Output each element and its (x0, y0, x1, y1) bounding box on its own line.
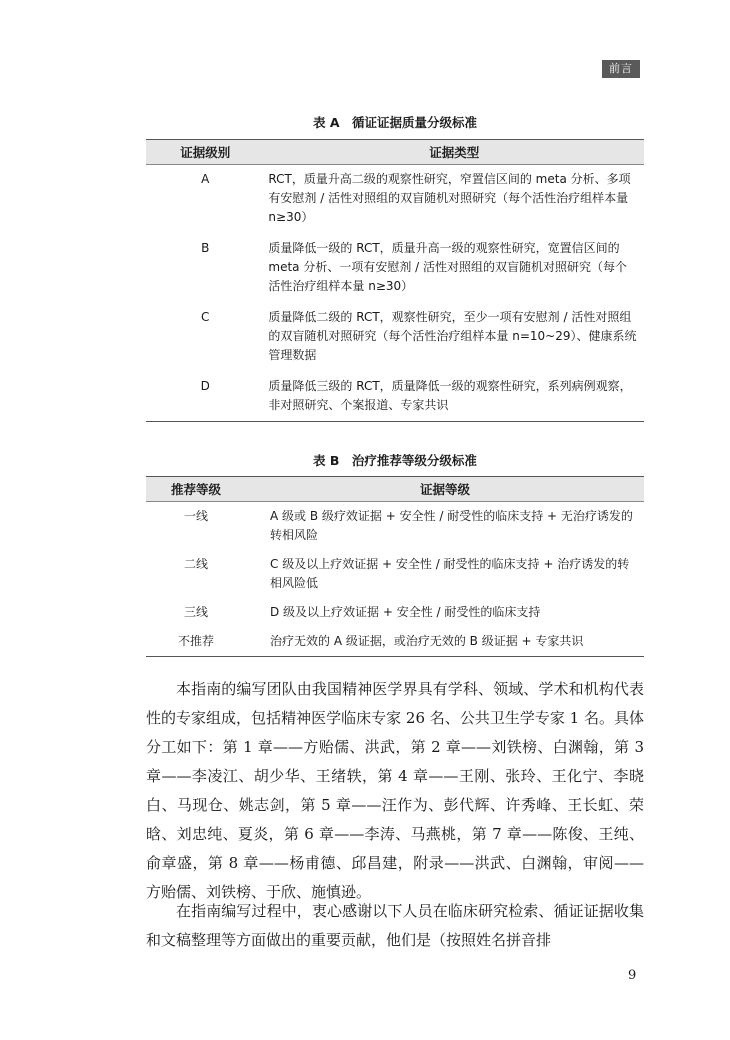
column-header: 推荐等级 (146, 477, 246, 502)
table-row (146, 302, 644, 371)
page-number: 9 (628, 968, 637, 983)
evidence-grade: D 级及以上疗效证据 + 安全性 / 耐受性的临床支持 (270, 605, 541, 619)
evidence-grade: 治疗无效的 A 级证据，或治疗无效的 B 级证据 + 专家共识 (270, 634, 584, 648)
body-paragraph (146, 897, 644, 955)
column-header: 证据等级 (246, 477, 644, 502)
table-b-caption: 表 B 治疗推荐等级分级标准 (313, 453, 477, 468)
recommendation-grade: 不推荐 (177, 634, 214, 648)
evidence-level: A (201, 172, 210, 186)
table-row (146, 502, 644, 551)
evidence-level: B (201, 241, 210, 255)
column-header: 证据类型 (264, 140, 644, 165)
section-tag: 前言 (602, 60, 640, 78)
evidence-quality-table (146, 139, 644, 422)
recommendation-grade: 一线 (183, 509, 208, 523)
column-header: 证据级别 (146, 140, 264, 165)
table-header-row (146, 477, 644, 502)
table-row (146, 598, 644, 627)
table-a-caption: 表 A 循证证据质量分级标准 (312, 115, 478, 130)
recommendation-grade: 二线 (183, 557, 208, 571)
evidence-type: 质量降低二级的 RCT，观察性研究，至少一项有安慰剂 / 活性对照组的双盲随机对照研究（每个活性治疗组样本量 n=10~29）、健康系统管理数据 (268, 310, 637, 362)
table-row (146, 165, 644, 234)
evidence-grade: C 级及以上疗效证据 + 安全性 / 耐受性的临床支持 + 治疗诱发的转相风险低 (270, 557, 630, 590)
evidence-type: 质量降低三级的 RCT，质量降低一级的观察性研究，系列病例观察，非对照研究、个案报道、专家共识 (268, 379, 632, 412)
evidence-type: RCT，质量升高二级的观察性研究，窄置信区间的 meta 分析、多项有安慰剂 / 活性对照组的双盲随机对照研究（每个活性治疗组样本量 n≥30） (268, 172, 631, 224)
recommendation-grade-table (146, 476, 644, 657)
evidence-type: 质量降低一级的 RCT，质量升高一级的观察性研究，宽置信区间的 meta 分析、一项有安慰剂 / 活性对照组的双盲随机对照研究（每个活性治疗组样本量 n≥30） (268, 241, 628, 293)
evidence-level: D (200, 379, 210, 393)
paragraph-acknowledgements: 在指南编写过程中，衷心感谢以下人员在临床研究检索、循证证据收集和文稿整理等方面做出的重要贡献，他们是（按照姓名拼音排 (146, 902, 644, 949)
table-row (146, 233, 644, 302)
evidence-grade: A 级或 B 级疗效证据 + 安全性 / 耐受性的临床支持 + 无治疗诱发的转相风险 (270, 509, 633, 542)
evidence-level: C (201, 310, 210, 324)
body-paragraph (146, 675, 644, 907)
paragraph-authors: 本指南的编写团队由我国精神医学界具有学科、领域、学术和机构代表性的专家组成，包括精神医学临床专家 26 名、公共卫生学专家 1 名。具体分工如下：第 1 章——方贻儒、洪武，第 2 章——刘铁榜、白渊翰，第 3 章——李凌江、胡少华、王绪轶，第 4 章——王刚、张玲、王化宁、李晓白、马现仓、姚志剑，第 5 章——汪作为、彭代辉、许秀峰、王长虹、荣晗、刘忠纯、夏炎，第 6 章——李涛、马燕桃，第 7 章——陈俊、王纯、俞章盛，第 8 章——杨甫德、邱昌建，附录——洪武、白渊翰，审阅——方贻儒、刘铁榜、于欣、施慎逊。 (146, 680, 644, 901)
table-row (146, 627, 644, 657)
table-row (146, 371, 644, 422)
table-header-row (146, 140, 644, 165)
table-row (146, 550, 644, 598)
recommendation-grade: 三线 (183, 605, 208, 619)
